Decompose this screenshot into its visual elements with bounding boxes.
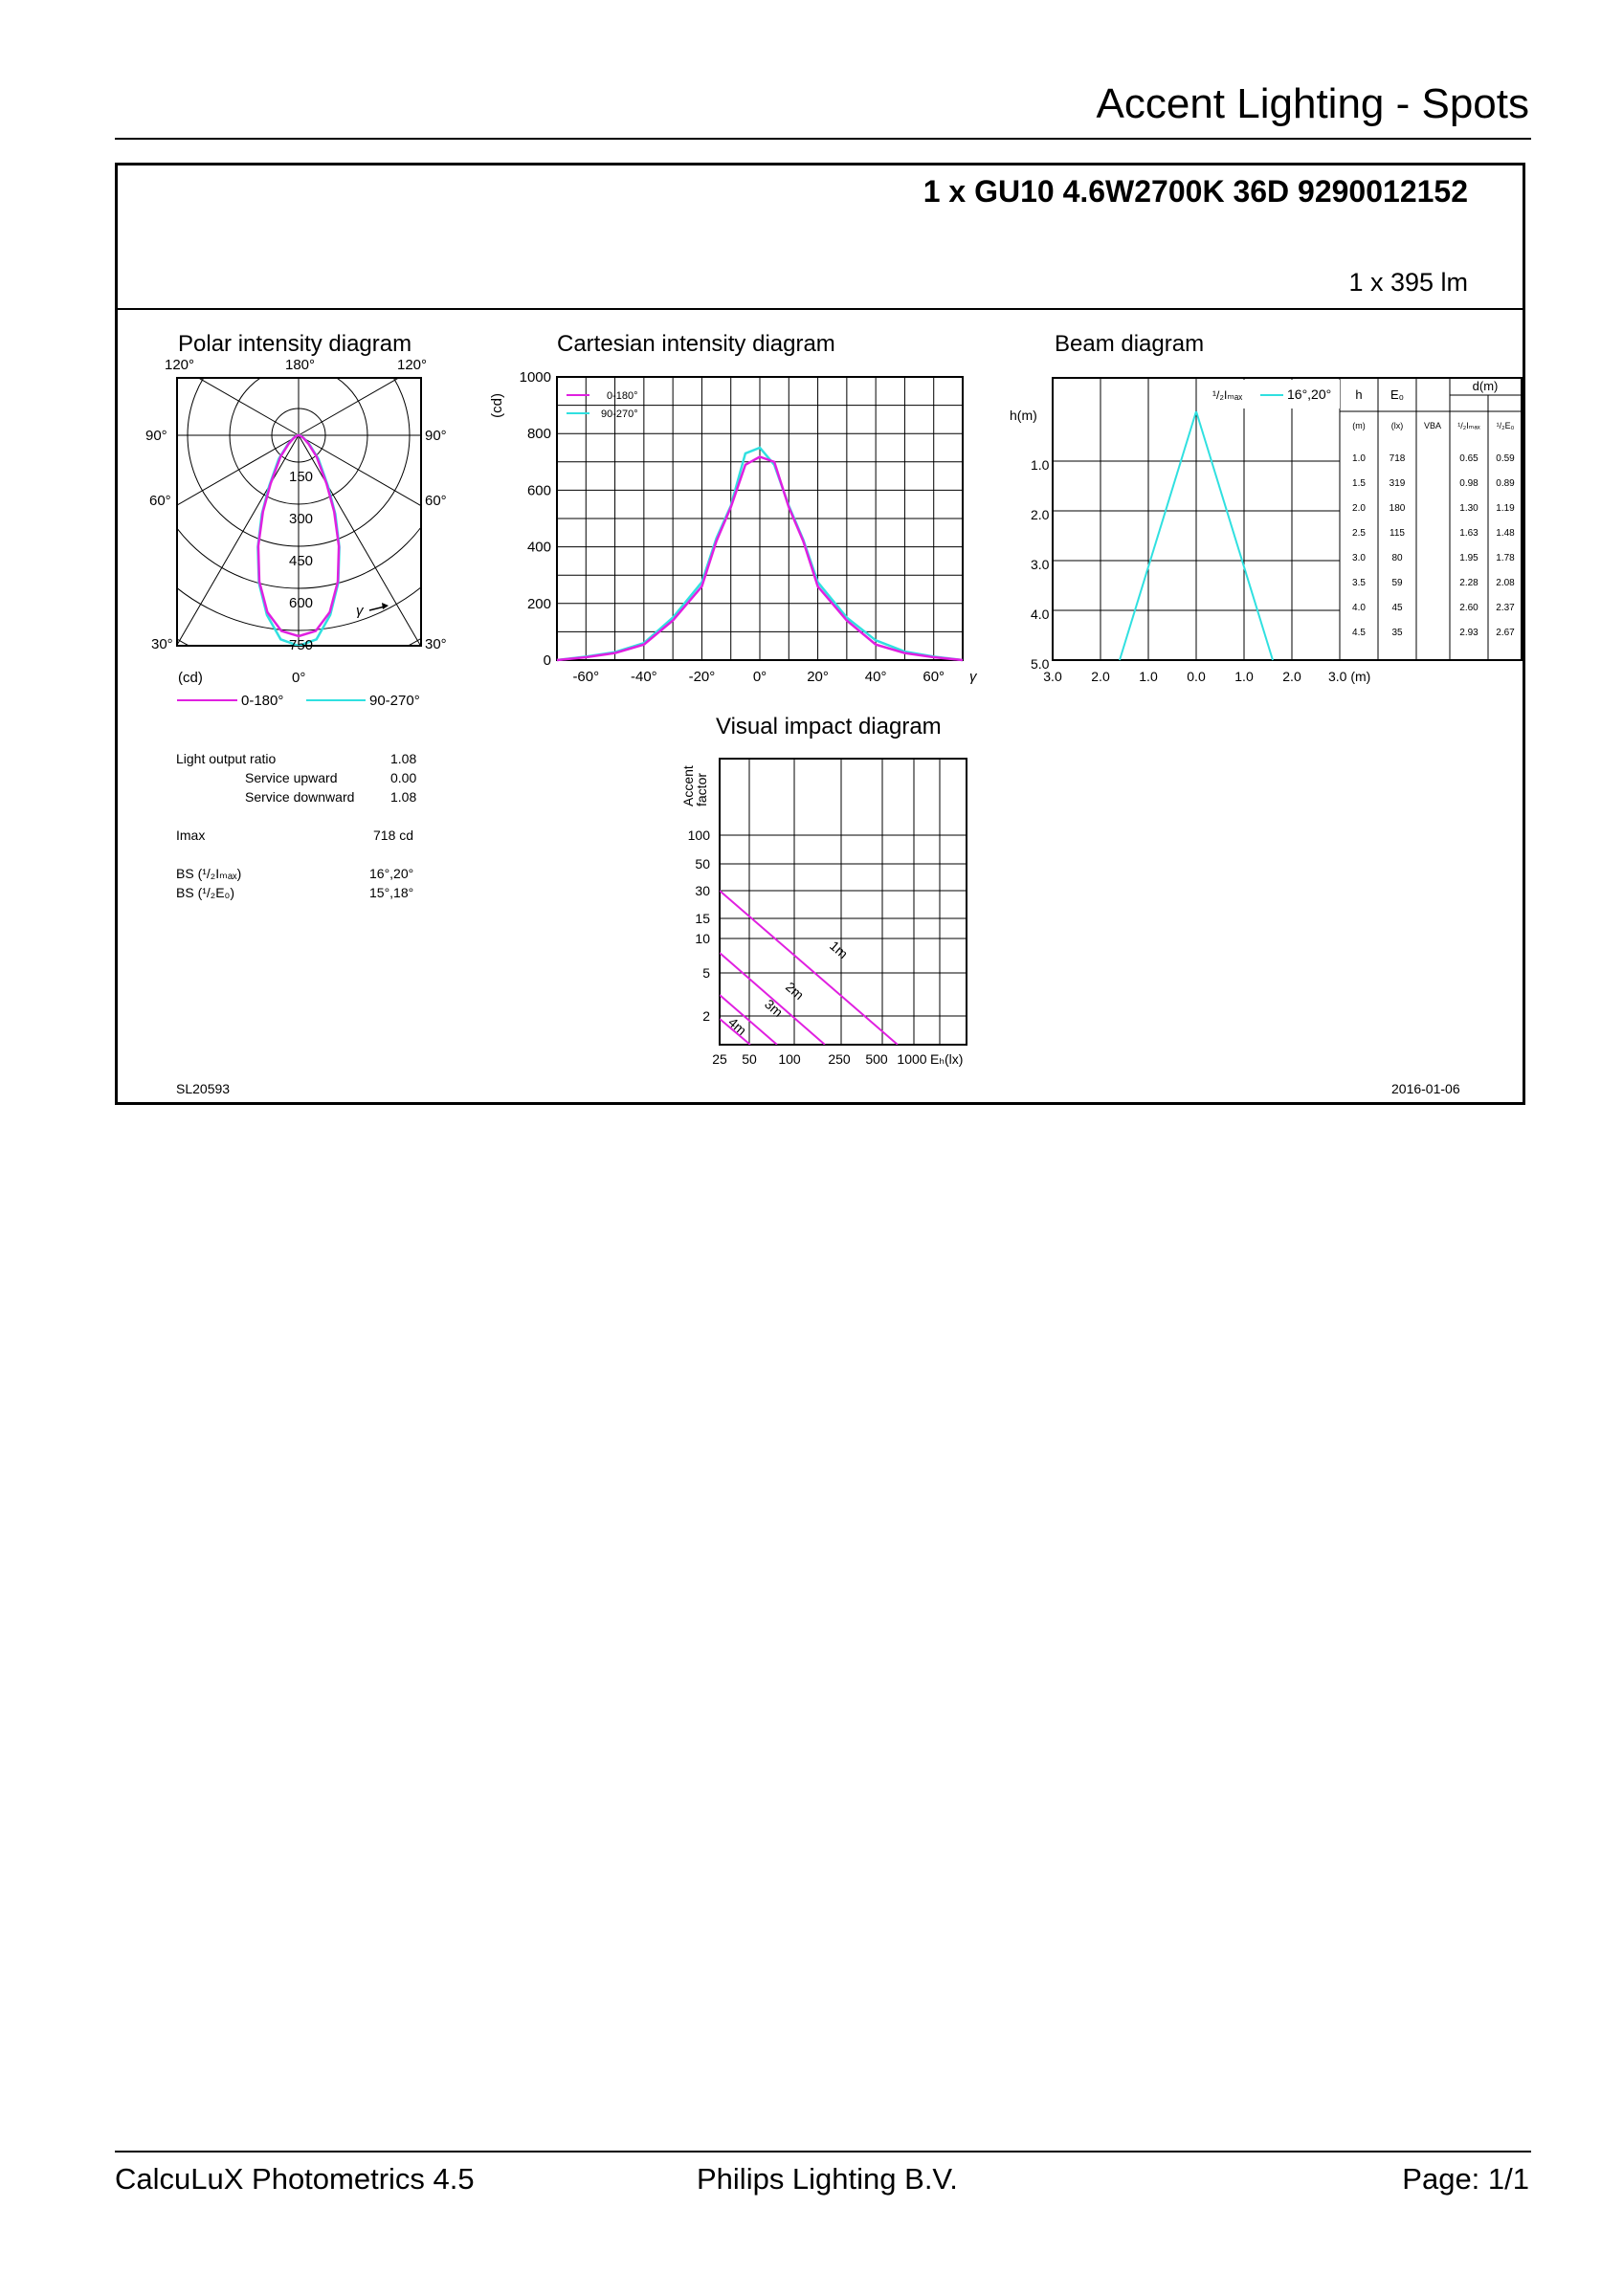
polar-angle-label: 60° [149,493,171,509]
footer-page: Page: 1/1 [1402,2162,1529,2196]
beam-table-cell: 180 [1389,503,1406,514]
visual-impact-diagram [670,751,986,1076]
polar-angle-label: 30° [151,636,173,652]
beam-title: Beam diagram [1055,331,1205,357]
stat-value: 718 cd [373,828,414,843]
ring-label: 750 [289,637,314,653]
beam-ytick: 5.0 [1031,656,1050,672]
beam-table-cell: 1.5 [1352,478,1366,489]
lumen-output: 1 x 395 lm [1348,268,1468,297]
beam-table-cell: 4.5 [1352,628,1366,638]
beam-table-cell: 2.5 [1352,528,1366,539]
beam-xtick: 1.0 [1139,669,1158,684]
beam-table-cell: 718 [1389,453,1406,464]
visual-xtick: 50 [742,1051,757,1067]
beam-table-cell: 45 [1391,603,1403,613]
cartesian-xtick: 20° [807,669,829,685]
cartesian-ytick: 200 [526,595,551,612]
visual-xtick: 1000 [897,1051,927,1067]
beam-table-cell: 1.30 [1459,503,1478,514]
visual-ytick: 100 [687,828,710,843]
beam-legend-label: ¹/₂Iₘₐₓ [1212,388,1243,402]
footer-software: CalcuLuX Photometrics 4.5 [115,2162,475,2196]
stat-label: Light output ratio [176,751,277,766]
footer-rule [115,2151,1531,2152]
polar-legend [172,689,459,718]
cartesian-xtick: 60° [923,669,945,685]
cartesian-title: Cartesian intensity diagram [557,331,835,357]
stat-label: BS (¹/₂E₀) [176,885,235,900]
beam-table-cell: 1.95 [1459,553,1478,563]
beam-table-sub: ¹/₂E₀ [1496,421,1515,430]
legend-label: 90-270° [369,693,420,709]
cartesian-xtick: -60° [572,669,600,685]
beam-table-header: d(m) [1472,379,1499,393]
polar-angle-label: 180° [285,357,316,373]
drawing-code: SL20593 [176,1081,231,1096]
beam-table-cell: 80 [1391,553,1403,563]
beam-table-cell: 1.19 [1496,503,1515,514]
legend-label: 90-270° [601,408,638,420]
lamp-title: 1 x GU10 4.6W2700K 36D 9290012152 [923,174,1468,209]
distance-label: 4m [725,1014,750,1039]
distance-line-1m [720,891,898,1045]
beam-table-cell: 0.89 [1496,478,1515,489]
beam-table-cell: 35 [1391,628,1403,638]
beam-xtick: 2.0 [1282,669,1301,684]
stat-value: 1.08 [390,751,417,766]
beam-ytick: 1.0 [1031,457,1050,473]
beam-grid [1053,378,1522,660]
visual-ytick: 5 [702,965,710,981]
polar-angle-label: 90° [425,428,447,444]
beam-xtick: 3.0 [1043,669,1062,684]
visual-xtick: 100 [778,1051,801,1067]
beam-table-cell: 1.78 [1496,553,1515,563]
beam-ytick: 2.0 [1031,507,1050,522]
ring-label: 150 [289,469,314,485]
stat-value: 16°,20° [369,866,414,881]
beam-table-cell: 2.67 [1496,628,1515,638]
beam-xtick: 2.0 [1091,669,1110,684]
cartesian-xtick: 0° [752,669,767,685]
beam-table-cell: 0.98 [1459,478,1478,489]
distance-label: 3m [762,996,787,1021]
stat-value: 0.00 [390,770,417,785]
beam-xtick: 1.0 [1234,669,1254,684]
beam-xtick: 0.0 [1187,669,1206,684]
header-rule [115,138,1531,140]
visual-xunit: Eₕ(lx) [930,1051,964,1067]
beam-ytick: 4.0 [1031,607,1050,622]
beam-table-cell: 3.0 [1352,553,1366,563]
cartesian-ytick: 0 [543,652,551,669]
frame-divider [115,308,1525,310]
stat-label: Service downward [245,789,355,805]
beam-table-cell: 3.5 [1352,578,1366,588]
page-title: Accent Lighting - Spots [1096,80,1529,127]
visual-ytick: 2 [702,1008,710,1024]
cartesian-ytick: 1000 [519,369,551,386]
cartesian-xlabel: γ [969,669,977,685]
beam-table-cell: 0.59 [1496,453,1515,464]
beam-ytick: 3.0 [1031,557,1050,572]
stat-label: Service upward [245,770,338,785]
visual-grid [720,759,967,1045]
beam-frame [1053,378,1522,660]
cartesian-xtick: -20° [688,669,716,685]
polar-angle-label: 90° [145,428,167,444]
beam-hlabel: h(m) [1010,408,1037,423]
stat-value: 15°,18° [369,885,414,900]
stat-label: BS (¹/₂Iₘₐₓ) [176,866,242,881]
polar-angle-label: 30° [425,636,447,652]
beam-table-header: E₀ [1390,387,1405,402]
beam-table-cell: 59 [1391,578,1403,588]
stat-value: 1.08 [390,789,417,805]
beam-table-cell: 2.60 [1459,603,1478,613]
gamma-label: γ [356,603,364,619]
visual-xtick: 250 [828,1051,851,1067]
beam-table-sub: (lx) [1390,421,1404,430]
polar-angle-label: 120° [165,357,195,373]
beam-xtick: 3.0 (m) [1328,669,1371,684]
gamma-arrow-icon [369,603,389,610]
visual-xtick: 25 [712,1051,727,1067]
beam-table-cell: 2.37 [1496,603,1515,613]
distance-label: 1m [827,938,852,962]
visual-ytick: 30 [695,883,710,898]
polar-unit: (cd) [178,670,203,686]
visual-ylabel: Accent [680,765,696,806]
beam-table-header: h [1355,387,1363,402]
beam-table-sub: ¹/₂Iₘₐₓ [1457,421,1480,430]
polar-diagram [144,354,450,708]
visual-ytick: 15 [695,911,710,926]
footer-company: Philips Lighting B.V. [697,2162,958,2196]
polar-title: Polar intensity diagram [178,331,412,357]
polar-angle-label: 60° [425,493,447,509]
legend-label: 0-180° [241,693,284,709]
polar-angle-label: 0° [292,670,306,686]
cartesian-ytick: 800 [526,426,551,443]
beam-table-sub: VBA [1423,421,1442,430]
ring-label: 600 [289,595,314,611]
beam-table-sub: (m) [1352,421,1366,430]
legend-label: 0-180° [607,390,638,402]
cartesian-ytick: 600 [526,482,551,499]
cartesian-xtick: 40° [864,669,887,685]
beam-table-cell: 1.0 [1352,453,1366,464]
beam-table-cell: 2.0 [1352,503,1366,514]
visual-xtick: 500 [865,1051,888,1067]
stat-label: Imax [176,828,206,843]
cartesian-ylabel: (cd) [489,393,505,418]
beam-diagram [1010,368,1531,689]
polar-angle-label: 120° [397,357,428,373]
beam-table-cell: 2.08 [1496,578,1515,588]
visual-ytick: 10 [695,931,710,946]
beam-table-cell: 115 [1390,528,1405,539]
visual-lines [720,891,898,1045]
beam-table-cell: 0.65 [1459,453,1478,464]
drawing-date: 2016-01-06 [1391,1081,1460,1096]
visual-title: Visual impact diagram [716,714,942,740]
beam-table-cell: 1.63 [1459,528,1478,539]
ring-label: 300 [289,511,314,527]
ring-label: 450 [289,553,314,569]
beam-legend-value: 16°,20° [1287,386,1332,402]
cartesian-diagram [486,368,984,694]
cartesian-ytick: 400 [526,539,551,556]
visual-ytick: 50 [695,856,710,872]
beam-table-cell: 319 [1389,478,1406,489]
visual-frame [720,759,967,1045]
visual-ylabel: factor [694,772,709,806]
beam-table-cell: 1.48 [1496,528,1515,539]
beam-table-cell: 4.0 [1352,603,1366,613]
beam-table-cell: 2.93 [1459,628,1478,638]
cartesian-xtick: -40° [631,669,657,685]
distance-label: 2m [783,979,808,1004]
beam-table-cell: 2.28 [1459,578,1478,588]
